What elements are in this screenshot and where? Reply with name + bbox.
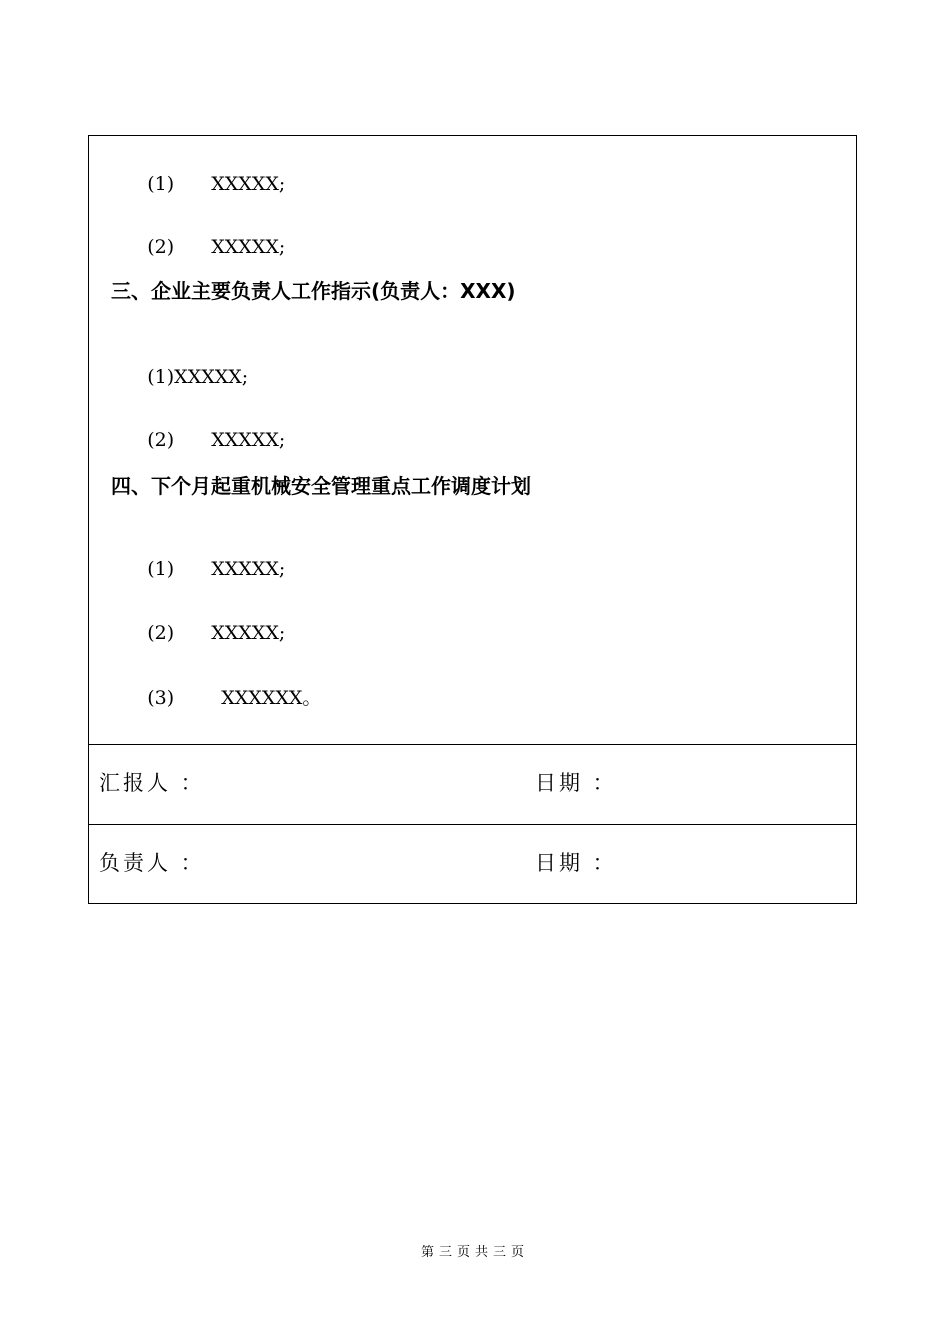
item-number: (2) [147,429,175,451]
reporter-row [89,745,856,825]
responsible-row [89,825,856,905]
report-table [88,135,857,904]
section-four-heading: 四、下个月起重机械安全管理重点工作调度计划 [111,474,531,498]
item-number: (2) [147,236,175,258]
list-item [111,412,285,469]
reporter-label: 汇报人 ： [99,771,205,795]
item-text: XXXXX; [211,622,286,644]
item-text: XXXXX; [211,236,286,258]
report-date-label: 日期 ： [535,771,617,795]
responsible-label: 负责人 ： [99,851,205,875]
page-footer: 第三页共三页 [420,1245,529,1260]
item-text: XXXXXX。 [221,687,322,709]
section-three-heading: 三、企业主要负责人工作指示(负责人：XXX) [111,279,516,303]
list-item [111,670,321,727]
item-number: (1) [147,173,175,195]
list-item [111,219,285,276]
list-item [111,349,248,406]
item-number: (1) [147,558,175,580]
item-text: XXXXX; [211,429,286,451]
list-item [111,605,285,662]
list-item [111,156,285,213]
list-item [111,541,285,598]
item-text: XXXXX; [211,558,286,580]
responsible-date-label: 日期 ： [535,851,617,875]
content-cell [89,136,856,745]
item-number: (2) [147,622,175,644]
item-text: XXXXX; [174,366,249,388]
item-number: (1) [147,366,175,388]
item-text: XXXXX; [211,173,286,195]
item-number: (3) [147,687,175,709]
